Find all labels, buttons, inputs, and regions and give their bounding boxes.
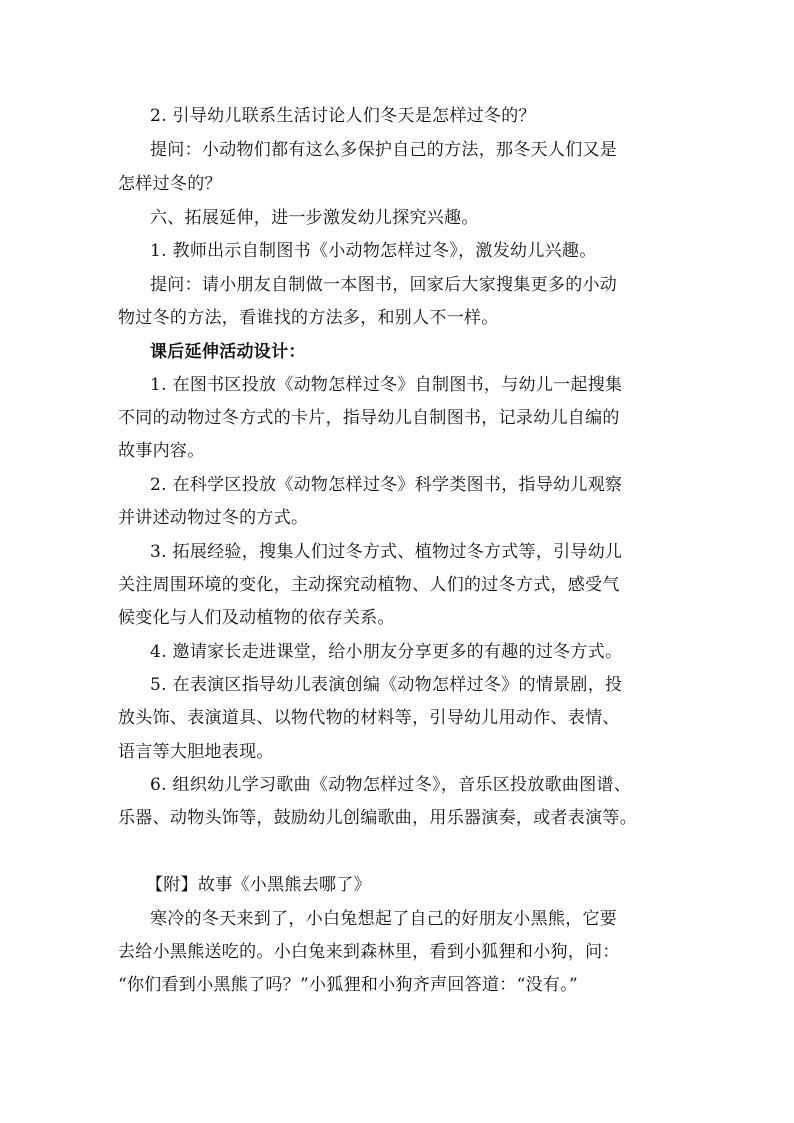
appendix-title: 【附】故事《小黑熊去哪了》	[146, 875, 371, 895]
text-line: 6. 组织幼儿学习歌曲《动物怎样过冬》，音乐区投放歌曲图谱、	[150, 775, 632, 795]
text-line: 故事内容。	[118, 441, 205, 461]
text-line: 乐器、动物头饰等，鼓励幼儿创编歌曲，用乐器演奏，或者表演等。	[118, 808, 637, 828]
text-line: 物过冬的方法，看谁找的方法多，和别人不一样。	[118, 308, 499, 328]
text-line: 关注周围环境的变化，主动探究动植物、人们的过冬方式，感受气	[118, 575, 620, 595]
text-line: 1. 教师出示自制图书《小动物怎样过冬》，激发幼儿兴趣。	[150, 241, 597, 261]
text-line: 并讲述动物过冬的方式。	[118, 508, 309, 528]
text-line: “你们看到小黑熊了吗？”小狐狸和小狗齐声回答道：“没有。”	[118, 975, 578, 995]
text-line: 语言等大胆地表现。	[118, 742, 274, 762]
text-line: 候变化与人们及动植物的依存关系。	[118, 608, 395, 628]
text-line: 不同的动物过冬方式的卡片，指导幼儿自制图书，记录幼儿自编的	[118, 408, 620, 428]
text-line: 提问：请小朋友自制做一本图书，回家后大家搜集更多的小动	[150, 275, 618, 295]
text-line: 提问：小动物们都有这么多保护自己的方法，那冬天人们又是	[150, 140, 618, 160]
text-line: 2. 引导幼儿联系生活讨论人们冬天是怎样过冬的？	[150, 106, 536, 126]
text-line: 寒冷的冬天来到了，小白兔想起了自己的好朋友小黑熊，它要	[150, 909, 618, 929]
text-line: 2. 在科学区投放《动物怎样过冬》科学类图书，指导幼儿观察	[150, 475, 623, 495]
text-line: 怎样过冬的？	[118, 174, 222, 194]
section-heading-bold: 课后延伸活动设计：	[150, 342, 306, 362]
text-line: 放头饰、表演道具、以物代物的材料等，引导幼儿用动作、表情、	[118, 708, 620, 728]
text-line: 1. 在图书区投放《动物怎样过冬》自制图书，与幼儿一起搜集	[150, 375, 623, 395]
text-line: 去给小黑熊送吃的。小白兔来到森林里，看到小狐狸和小狗，问：	[118, 942, 620, 962]
text-line: 3. 拓展经验，搜集人们过冬方式、植物过冬方式等，引导幼儿	[150, 542, 623, 562]
text-line: 4. 邀请家长走进课堂，给小朋友分享更多的有趣的过冬方式。	[150, 642, 623, 662]
section-heading: 六、拓展延伸，进一步激发幼儿探究兴趣。	[150, 208, 479, 228]
text-line: 5. 在表演区指导幼儿表演创编《动物怎样过冬》的情景剧，投	[150, 675, 623, 695]
